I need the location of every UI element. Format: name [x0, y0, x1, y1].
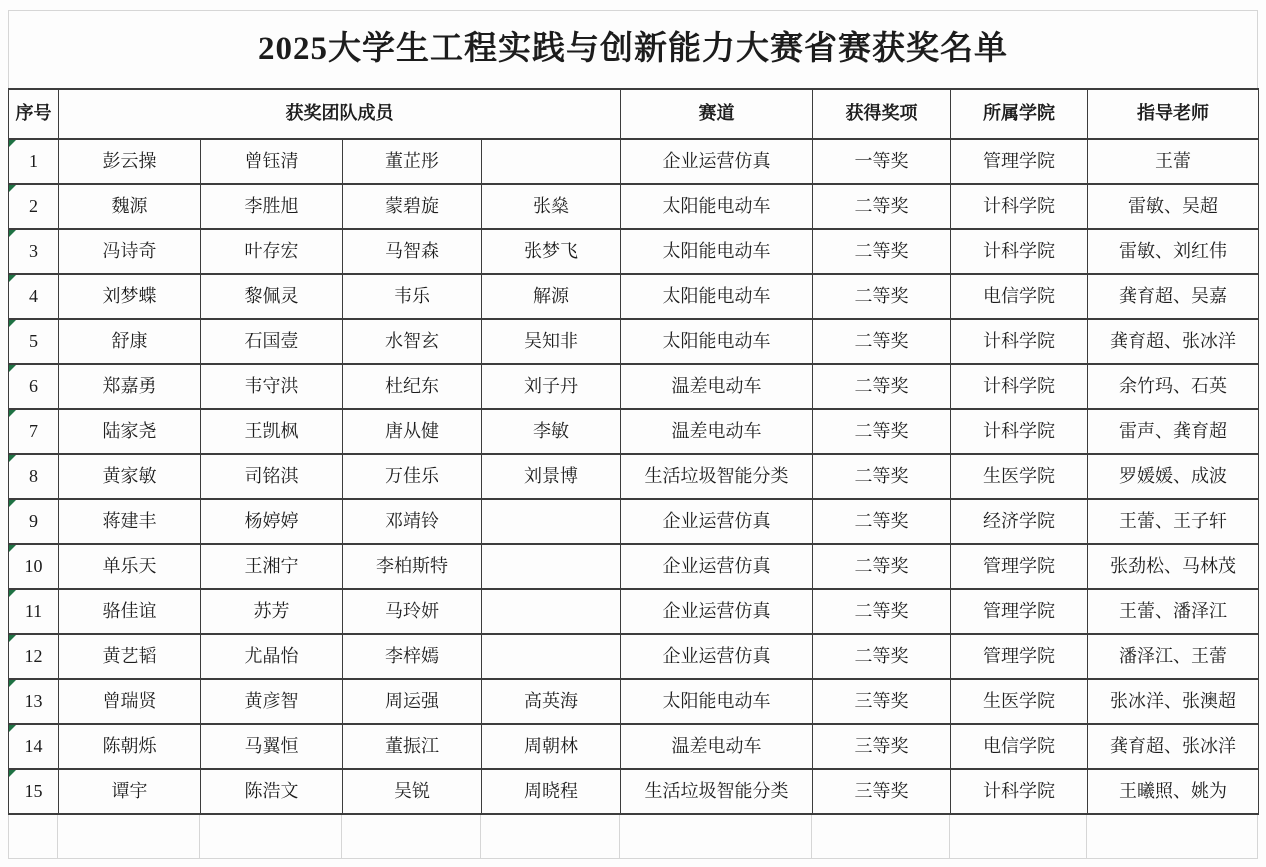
- cell-member[interactable]: 黄彦智: [201, 679, 343, 724]
- cell-member[interactable]: 舒康: [59, 319, 201, 364]
- cell-row-index[interactable]: 12: [9, 634, 59, 679]
- empty-cell[interactable]: [58, 815, 200, 858]
- table-row: [9, 724, 1259, 769]
- cell-award[interactable]: 一等奖: [813, 139, 951, 184]
- error-indicator-triangle-icon: [9, 590, 16, 597]
- cell-member[interactable]: 邓靖铃: [343, 499, 482, 544]
- table-row: [9, 184, 1259, 229]
- cell-advisor[interactable]: 雷敏、吴超: [1088, 184, 1259, 229]
- cell-row-index[interactable]: 13: [9, 679, 59, 724]
- cell-member[interactable]: 韦乐: [343, 274, 482, 319]
- cell-member[interactable]: 李胜旭: [201, 184, 343, 229]
- cell-member[interactable]: 李梓嫣: [343, 634, 482, 679]
- cell-member[interactable]: [482, 589, 621, 634]
- cell-award[interactable]: 二等奖: [813, 274, 951, 319]
- error-indicator-triangle-icon: [9, 455, 16, 462]
- table-row: [9, 589, 1259, 634]
- cell-row-index[interactable]: 4: [9, 274, 59, 319]
- cell-member[interactable]: 刘梦蝶: [59, 274, 201, 319]
- cell-member[interactable]: [482, 544, 621, 589]
- cell-member[interactable]: 陈朝烁: [59, 724, 201, 769]
- cell-member[interactable]: 苏芳: [201, 589, 343, 634]
- cell-advisor[interactable]: 王蕾: [1088, 139, 1259, 184]
- cell-college[interactable]: 生医学院: [951, 454, 1088, 499]
- cell-member[interactable]: 陆家尧: [59, 409, 201, 454]
- cell-member[interactable]: 曾瑞贤: [59, 679, 201, 724]
- cell-advisor[interactable]: 罗媛媛、成波: [1088, 454, 1259, 499]
- cell-track[interactable]: 太阳能电动车: [621, 274, 813, 319]
- empty-cell[interactable]: [620, 815, 812, 858]
- cell-member[interactable]: 刘子丹: [482, 364, 621, 409]
- cell-advisor[interactable]: 王曦照、姚为: [1088, 769, 1259, 814]
- cell-award[interactable]: 二等奖: [813, 499, 951, 544]
- cell-advisor[interactable]: 龚育超、吴嘉: [1088, 274, 1259, 319]
- cell-track[interactable]: 太阳能电动车: [621, 319, 813, 364]
- cell-track[interactable]: 企业运营仿真: [621, 139, 813, 184]
- cell-advisor[interactable]: 雷声、龚育超: [1088, 409, 1259, 454]
- cell-row-index[interactable]: 1: [9, 139, 59, 184]
- header-advisor[interactable]: 指导老师: [1088, 89, 1259, 139]
- empty-cell[interactable]: [1087, 815, 1258, 858]
- error-indicator-triangle-icon: [9, 275, 16, 282]
- error-indicator-triangle-icon: [9, 680, 16, 687]
- cell-advisor[interactable]: 余竹玛、石英: [1088, 364, 1259, 409]
- cell-track[interactable]: 企业运营仿真: [621, 589, 813, 634]
- cell-award[interactable]: 三等奖: [813, 724, 951, 769]
- table-row: [9, 139, 1259, 184]
- cell-member[interactable]: 周晓程: [482, 769, 621, 814]
- cell-member[interactable]: 蒋建丰: [59, 499, 201, 544]
- awards-table: [8, 88, 1259, 815]
- cell-award[interactable]: 二等奖: [813, 589, 951, 634]
- cell-member[interactable]: [482, 499, 621, 544]
- table-row: [9, 499, 1259, 544]
- cell-college[interactable]: 电信学院: [951, 274, 1088, 319]
- awards-table-body: [9, 139, 1259, 814]
- cell-member[interactable]: 曾钰清: [201, 139, 343, 184]
- cell-college[interactable]: 计科学院: [951, 229, 1088, 274]
- table-row: [9, 544, 1259, 589]
- cell-member[interactable]: 董芷彤: [343, 139, 482, 184]
- cell-college[interactable]: 经济学院: [951, 499, 1088, 544]
- cell-member[interactable]: 唐从健: [343, 409, 482, 454]
- cell-track[interactable]: 太阳能电动车: [621, 229, 813, 274]
- cell-member[interactable]: 马翼恒: [201, 724, 343, 769]
- cell-member[interactable]: 吴锐: [343, 769, 482, 814]
- cell-row-index[interactable]: 5: [9, 319, 59, 364]
- error-indicator-triangle-icon: [9, 770, 16, 777]
- header-members[interactable]: 获奖团队成员: [59, 89, 621, 139]
- cell-track[interactable]: 生活垃圾智能分类: [621, 454, 813, 499]
- cell-member[interactable]: 黄艺韬: [59, 634, 201, 679]
- cell-college[interactable]: 计科学院: [951, 409, 1088, 454]
- cell-track[interactable]: 太阳能电动车: [621, 184, 813, 229]
- error-indicator-triangle-icon: [9, 185, 16, 192]
- cell-award[interactable]: 二等奖: [813, 319, 951, 364]
- cell-college[interactable]: 生医学院: [951, 679, 1088, 724]
- cell-member[interactable]: 骆佳谊: [59, 589, 201, 634]
- cell-row-index[interactable]: 8: [9, 454, 59, 499]
- table-row: [9, 679, 1259, 724]
- cell-track[interactable]: 太阳能电动车: [621, 679, 813, 724]
- error-indicator-triangle-icon: [9, 365, 16, 372]
- cell-college[interactable]: 计科学院: [951, 769, 1088, 814]
- cell-advisor[interactable]: 王蕾、王子轩: [1088, 499, 1259, 544]
- header-index[interactable]: 序号: [9, 89, 59, 139]
- error-indicator-triangle-icon: [9, 500, 16, 507]
- cell-college[interactable]: 计科学院: [951, 364, 1088, 409]
- header-college[interactable]: 所属学院: [951, 89, 1088, 139]
- cell-member[interactable]: 李柏斯特: [343, 544, 482, 589]
- cell-college[interactable]: 计科学院: [951, 319, 1088, 364]
- cell-advisor[interactable]: 龚育超、张冰洋: [1088, 724, 1259, 769]
- cell-row-index[interactable]: 9: [9, 499, 59, 544]
- empty-cell[interactable]: [8, 815, 58, 858]
- cell-award[interactable]: 二等奖: [813, 229, 951, 274]
- cell-advisor[interactable]: 王蕾、潘泽江: [1088, 589, 1259, 634]
- empty-cell[interactable]: [342, 815, 481, 858]
- cell-advisor[interactable]: 龚育超、张冰洋: [1088, 319, 1259, 364]
- cell-member[interactable]: 张燊: [482, 184, 621, 229]
- cell-member[interactable]: 张梦飞: [482, 229, 621, 274]
- table-row: [9, 454, 1259, 499]
- cell-award[interactable]: 二等奖: [813, 634, 951, 679]
- cell-award[interactable]: 二等奖: [813, 544, 951, 589]
- cell-member[interactable]: 刘景博: [482, 454, 621, 499]
- cell-member[interactable]: 韦守洪: [201, 364, 343, 409]
- cell-track[interactable]: 企业运营仿真: [621, 544, 813, 589]
- cell-row-index[interactable]: 6: [9, 364, 59, 409]
- cell-member[interactable]: [482, 634, 621, 679]
- cell-member[interactable]: 魏源: [59, 184, 201, 229]
- cell-member[interactable]: 谭宇: [59, 769, 201, 814]
- cell-award[interactable]: 二等奖: [813, 409, 951, 454]
- gridline-top: [8, 10, 1258, 11]
- cell-member[interactable]: 周运强: [343, 679, 482, 724]
- cell-member[interactable]: 王凯枫: [201, 409, 343, 454]
- cell-member[interactable]: 解源: [482, 274, 621, 319]
- cell-member[interactable]: 冯诗奇: [59, 229, 201, 274]
- cell-member[interactable]: 叶存宏: [201, 229, 343, 274]
- empty-cell[interactable]: [950, 815, 1087, 858]
- cell-member[interactable]: 马玲妍: [343, 589, 482, 634]
- cell-track[interactable]: 温差电动车: [621, 364, 813, 409]
- cell-member[interactable]: 彭云操: [59, 139, 201, 184]
- cell-member[interactable]: 司铭淇: [201, 454, 343, 499]
- cell-advisor[interactable]: 张劲松、马林茂: [1088, 544, 1259, 589]
- table-row: [9, 319, 1259, 364]
- cell-college[interactable]: 管理学院: [951, 589, 1088, 634]
- table-row: [9, 274, 1259, 319]
- cell-track[interactable]: 生活垃圾智能分类: [621, 769, 813, 814]
- cell-member[interactable]: 马智森: [343, 229, 482, 274]
- error-indicator-triangle-icon: [9, 320, 16, 327]
- table-row: [9, 634, 1259, 679]
- cell-member[interactable]: 董振江: [343, 724, 482, 769]
- cell-member[interactable]: 郑嘉勇: [59, 364, 201, 409]
- cell-advisor[interactable]: 潘泽江、王蕾: [1088, 634, 1259, 679]
- error-indicator-triangle-icon: [9, 635, 16, 642]
- cell-member[interactable]: 黎佩灵: [201, 274, 343, 319]
- cell-member[interactable]: 杜纪东: [343, 364, 482, 409]
- cell-member[interactable]: 王湘宁: [201, 544, 343, 589]
- cell-college[interactable]: 管理学院: [951, 544, 1088, 589]
- cell-college[interactable]: 计科学院: [951, 184, 1088, 229]
- header-track[interactable]: 赛道: [621, 89, 813, 139]
- cell-member[interactable]: 黄家敏: [59, 454, 201, 499]
- cell-row-index[interactable]: 11: [9, 589, 59, 634]
- empty-spreadsheet-row: [8, 815, 1258, 859]
- cell-track[interactable]: 企业运营仿真: [621, 499, 813, 544]
- cell-award[interactable]: 三等奖: [813, 769, 951, 814]
- cell-award[interactable]: 二等奖: [813, 364, 951, 409]
- cell-award[interactable]: 二等奖: [813, 184, 951, 229]
- cell-track[interactable]: 温差电动车: [621, 724, 813, 769]
- table-row: [9, 409, 1259, 454]
- cell-college[interactable]: 管理学院: [951, 139, 1088, 184]
- cell-row-index[interactable]: 7: [9, 409, 59, 454]
- error-indicator-triangle-icon: [9, 230, 16, 237]
- cell-member[interactable]: 杨婷婷: [201, 499, 343, 544]
- empty-cell[interactable]: [200, 815, 342, 858]
- cell-member[interactable]: 水智玄: [343, 319, 482, 364]
- table-row: [9, 769, 1259, 814]
- empty-cell[interactable]: [812, 815, 950, 858]
- cell-member[interactable]: 万佳乐: [343, 454, 482, 499]
- cell-member[interactable]: 蒙碧旋: [343, 184, 482, 229]
- error-indicator-triangle-icon: [9, 545, 16, 552]
- cell-member[interactable]: 高英海: [482, 679, 621, 724]
- error-indicator-triangle-icon: [9, 410, 16, 417]
- cell-row-index[interactable]: 3: [9, 229, 59, 274]
- cell-college[interactable]: 管理学院: [951, 634, 1088, 679]
- cell-member[interactable]: 尤晶怡: [201, 634, 343, 679]
- cell-member[interactable]: 陈浩文: [201, 769, 343, 814]
- cell-member[interactable]: 石国壹: [201, 319, 343, 364]
- cell-advisor[interactable]: 雷敏、刘红伟: [1088, 229, 1259, 274]
- error-indicator-triangle-icon: [9, 140, 16, 147]
- cell-college[interactable]: 电信学院: [951, 724, 1088, 769]
- cell-track[interactable]: 企业运营仿真: [621, 634, 813, 679]
- table-row: [9, 364, 1259, 409]
- table-row: [9, 229, 1259, 274]
- cell-row-index[interactable]: 15: [9, 769, 59, 814]
- cell-advisor[interactable]: 张冰洋、张澳超: [1088, 679, 1259, 724]
- cell-track[interactable]: 温差电动车: [621, 409, 813, 454]
- cell-row-index[interactable]: 14: [9, 724, 59, 769]
- cell-member[interactable]: 吴知非: [482, 319, 621, 364]
- cell-award[interactable]: 二等奖: [813, 454, 951, 499]
- cell-row-index[interactable]: 10: [9, 544, 59, 589]
- cell-award[interactable]: 三等奖: [813, 679, 951, 724]
- error-indicator-triangle-icon: [9, 725, 16, 732]
- cell-member[interactable]: [482, 139, 621, 184]
- empty-cell[interactable]: [481, 815, 620, 858]
- cell-member[interactable]: 周朝林: [482, 724, 621, 769]
- header-row: [9, 89, 1259, 139]
- cell-member[interactable]: 李敏: [482, 409, 621, 454]
- cell-member[interactable]: 单乐天: [59, 544, 201, 589]
- header-award[interactable]: 获得奖项: [813, 89, 951, 139]
- page-title: 2025大学生工程实践与创新能力大赛省赛获奖名单: [258, 31, 1008, 67]
- cell-row-index[interactable]: 2: [9, 184, 59, 229]
